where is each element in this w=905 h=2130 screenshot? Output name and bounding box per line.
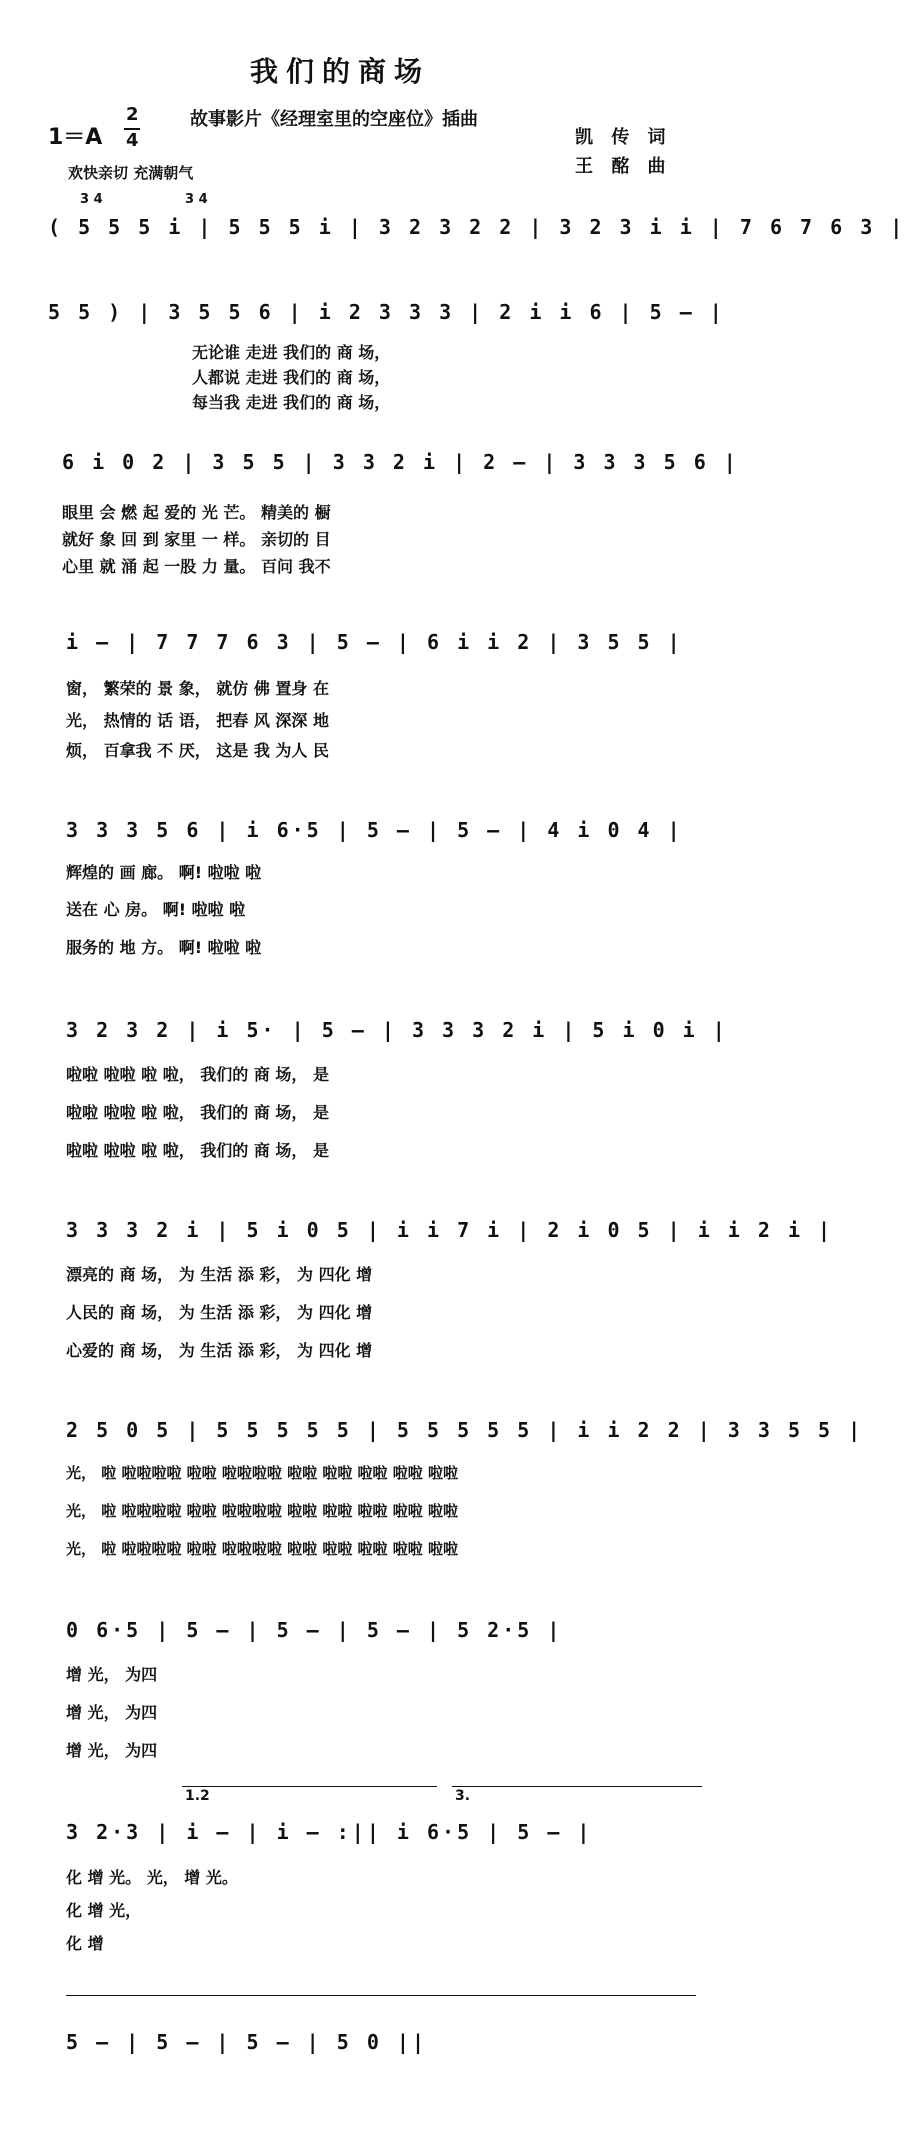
notation-line-3: 6 i 0 2 | 3 5 5 | 3 3 2 i | 2 — | 3 3 3 5 6 |	[62, 450, 739, 474]
notation-line-4: i — | 7 7 7 6 3 | 5 — | 6 i i 2 | 3 5 5 |	[66, 630, 683, 654]
volta-1-line	[182, 1786, 437, 1787]
time-change-mark: 3 4	[185, 192, 208, 207]
time-change-mark: 3 4	[80, 192, 103, 207]
notation-line-7: 3 3 3 2 i | 5 i 0 5 | i i 7 i | 2 i 0 5 | i i 2 i |	[66, 1218, 834, 1242]
lyric-verse-3: 心爱的 商 场， 为 生活 添 彩， 为 四化 增	[66, 1341, 373, 1360]
lyric-verse-3: 啦啦 啦啦 啦 啦， 我们的 商 场， 是	[66, 1141, 329, 1160]
notation-line-8: 2 5 0 5 | 5 5 5 5 5 | 5 5 5 5 5 | i i 2 2 | 3 3 5 5 |	[66, 1418, 864, 1442]
lyric-verse-2: 就好 象 回 到 家里 一 样。 亲切的 目	[62, 530, 331, 549]
lyric-verse-1: 辉煌的 画 廊。 啊! 啦啦 啦	[66, 863, 262, 882]
lyric-verse-2: 化 增 光，	[66, 1901, 142, 1920]
volta-2: 3.	[455, 1788, 471, 1804]
volta-2-line	[452, 1786, 702, 1787]
notation-line-6: 3 2 3 2 | i 5· | 5 — | 3 3 3 2 i | 5 i 0 i |	[66, 1018, 728, 1042]
volta-1: 1.2	[185, 1788, 210, 1804]
lyric-verse-1: 无论谁 走进 我们的 商 场，	[192, 343, 391, 362]
notation-line-1: ( 5 5 5 i | 5 5 5 i | 3 2 3 2 2 | 3 2 3 i i | 7 6 7 6 3 |	[48, 215, 905, 239]
lyric-verse-1: 漂亮的 商 场， 为 生活 添 彩， 为 四化 增	[66, 1265, 373, 1284]
notation-line-2: 5 5 ) | 3 5 5 6 | i 2 3 3 3 | 2 i i 6 | 5 — |	[48, 300, 725, 324]
notation-line-9: 0 6·5 | 5 — | 5 — | 5 — | 5 2·5 |	[66, 1618, 563, 1642]
time-signature-top: 2	[126, 104, 139, 125]
lyric-verse-1: 眼里 会 燃 起 爱的 光 芒。 精美的 橱	[62, 503, 331, 522]
lyric-verse-2: 啦啦 啦啦 啦 啦， 我们的 商 场， 是	[66, 1103, 329, 1122]
lyric-verse-2: 光， 啦 啦啦啦啦 啦啦 啦啦啦啦 啦啦 啦啦 啦啦 啦啦 啦啦	[66, 1502, 459, 1520]
lyric-verse-3: 烦， 百拿我 不 厌， 这是 我 为人 民	[66, 741, 329, 760]
lyric-verse-2: 人都说 走进 我们的 商 场，	[192, 368, 391, 387]
lyric-verse-2: 增 光， 为四	[66, 1703, 158, 1722]
lyric-verse-2: 送在 心 房。 啊! 啦啦 啦	[66, 900, 246, 919]
slur-line	[66, 1995, 696, 1996]
lyric-verse-1: 光， 啦 啦啦啦啦 啦啦 啦啦啦啦 啦啦 啦啦 啦啦 啦啦 啦啦	[66, 1464, 459, 1482]
lyric-verse-1: 啦啦 啦啦 啦 啦， 我们的 商 场， 是	[66, 1065, 329, 1084]
lyricist: 凯 传 词	[575, 127, 672, 148]
lyric-verse-3: 化 增	[66, 1934, 104, 1953]
notation-line-10: 3 2·3 | i — | i — :|| i 6·5 | 5 — |	[66, 1820, 593, 1844]
subtitle: 故事影片《经理室里的空座位》插曲	[190, 109, 478, 130]
lyric-verse-1: 化 增 光。 光， 增 光。	[66, 1868, 238, 1887]
page-title: 我们的商场	[250, 55, 431, 88]
lyric-verse-1: 窗， 繁荣的 景 象， 就仿 佛 置身 在	[66, 679, 329, 698]
lyric-verse-3: 心里 就 涌 起 一股 力 量。 百问 我不	[62, 557, 331, 576]
lyric-verse-3: 每当我 走进 我们的 商 场，	[192, 393, 391, 412]
key-signature: 1＝A	[48, 125, 103, 150]
lyric-verse-3: 增 光， 为四	[66, 1741, 158, 1760]
lyric-verse-2: 光， 热情的 话 语， 把春 风 深深 地	[66, 711, 329, 730]
lyric-verse-3: 光， 啦 啦啦啦啦 啦啦 啦啦啦啦 啦啦 啦啦 啦啦 啦啦 啦啦	[66, 1540, 459, 1558]
time-signature-bottom: 4	[126, 130, 139, 151]
notation-line-11: 5 — | 5 — | 5 — | 5 0 ||	[66, 2030, 427, 2054]
lyric-verse-1: 增 光， 为四	[66, 1665, 158, 1684]
lyric-verse-2: 人民的 商 场， 为 生活 添 彩， 为 四化 增	[66, 1303, 373, 1322]
notation-line-5: 3 3 3 5 6 | i 6·5 | 5 — | 5 — | 4 i 0 4 |	[66, 818, 683, 842]
tempo-marking: 欢快亲切 充满朝气	[68, 164, 194, 182]
composer: 王 酩 曲	[575, 156, 672, 177]
lyric-verse-3: 服务的 地 方。 啊! 啦啦 啦	[66, 938, 262, 957]
